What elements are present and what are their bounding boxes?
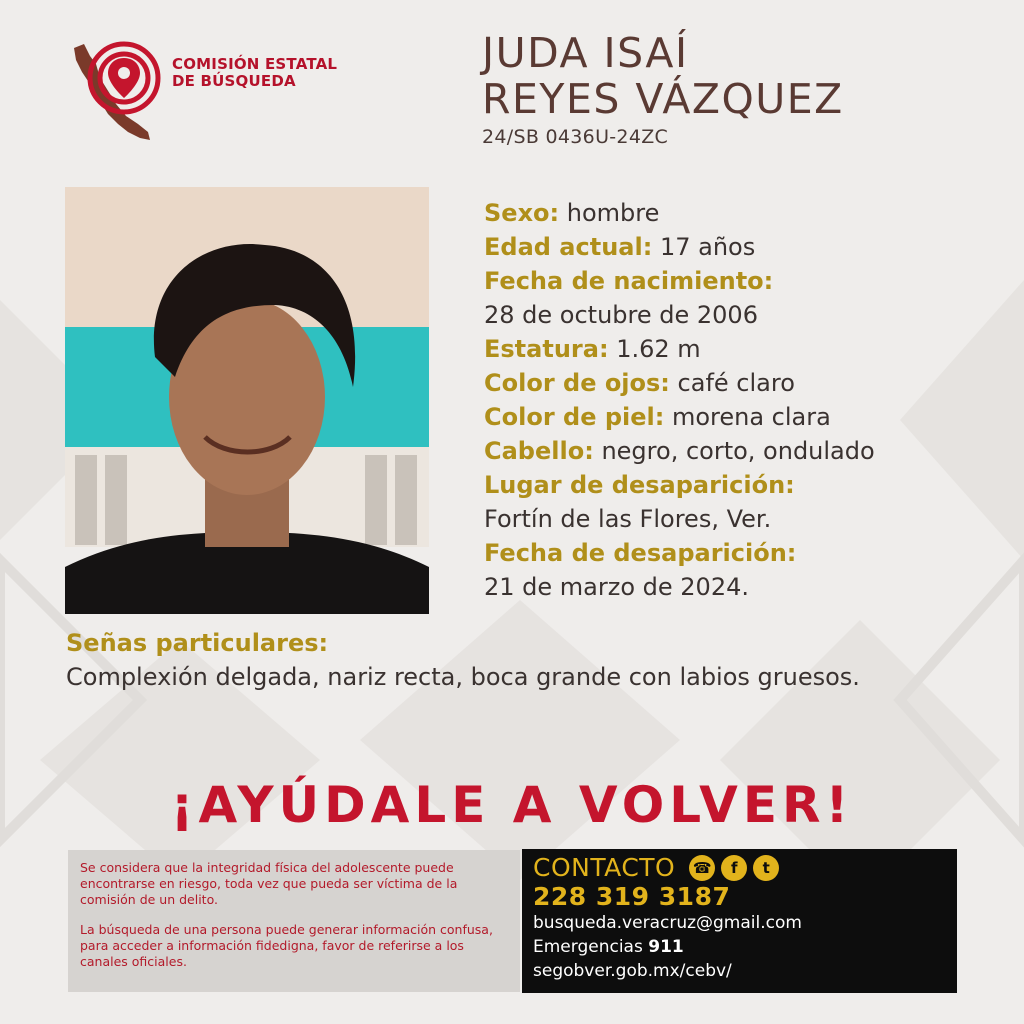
detail-value: morena clara: [671, 403, 831, 431]
detail-value: 21 de marzo de 2024.: [484, 573, 749, 601]
detail-label: Edad actual:: [484, 233, 653, 261]
contact-box: [522, 849, 957, 993]
phone-icon: ☎: [689, 855, 715, 881]
contact-title: CONTACTO: [533, 853, 676, 882]
person-header: [482, 30, 1002, 148]
risk-notice: [68, 850, 520, 992]
agency-logo: [66, 36, 366, 146]
particular-marks: [66, 626, 1016, 694]
marks-value: Complexión delgada, nariz recta, boca grande con labios gruesos.: [66, 663, 860, 691]
detail-label: Sexo:: [484, 199, 560, 227]
detail-value: 17 años: [659, 233, 756, 261]
detail-value: café claro: [677, 369, 795, 397]
detail-label: Cabello:: [484, 437, 594, 465]
detail-label: Lugar de desaparición:: [484, 471, 795, 499]
marks-label: Señas particulares:: [66, 629, 329, 657]
logo-line-1: COMISIÓN ESTATAL: [172, 55, 338, 73]
detail-value: 1.62 m: [616, 335, 701, 363]
person-name-line-1: JUDA ISAÍ: [482, 29, 689, 77]
detail-value: negro, corto, ondulado: [601, 437, 875, 465]
location-pin-map-icon: [66, 36, 166, 146]
detail-row: [484, 434, 1004, 468]
detail-label: Color de ojos:: [484, 369, 670, 397]
detail-label: Estatura:: [484, 335, 609, 363]
person-name-line-2: REYES VÁZQUEZ: [482, 75, 844, 123]
detail-label: Fecha de desaparición:: [484, 539, 797, 567]
detail-value: Fortín de las Flores, Ver.: [484, 505, 772, 533]
missing-person-photo: [65, 187, 429, 614]
notice-paragraph-2: La búsqueda de una persona puede generar información confusa, para acceder a información fidedigna, favor de referirse a los canales oficiales.: [80, 922, 493, 969]
detail-row: [484, 196, 1004, 230]
facebook-icon[interactable]: f: [721, 855, 747, 881]
detail-value: hombre: [566, 199, 660, 227]
logo-line-2: DE BÚSQUEDA: [172, 72, 296, 90]
detail-row: [484, 400, 1004, 434]
notice-paragraph-1: Se considera que la integridad física del adolescente puede encontrarse en riesgo, toda vez que pueda ser víctima de la comisión de un delito.: [80, 860, 458, 907]
detail-value: 28 de octubre de 2006: [484, 301, 758, 329]
twitter-icon[interactable]: t: [753, 855, 779, 881]
contact-phone[interactable]: 228 319 3187: [533, 882, 731, 911]
emergency-label: Emergencias: [533, 937, 643, 957]
slogan: ¡AYÚDALE A VOLVER!: [170, 776, 854, 834]
detail-row: [484, 366, 1004, 400]
detail-row: [484, 230, 1004, 264]
detail-label: Fecha de nacimiento:: [484, 267, 774, 295]
contact-email[interactable]: busqueda.veracruz@gmail.com: [533, 913, 802, 933]
contact-website[interactable]: segobver.gob.mx/cebv/: [533, 961, 732, 981]
emergency-line: [533, 935, 946, 959]
detail-row: [484, 332, 1004, 366]
detail-label: Color de piel:: [484, 403, 665, 431]
person-details: [484, 196, 1004, 604]
case-id: 24/SB 0436U-24ZC: [482, 126, 669, 148]
emergency-number: 911: [648, 937, 684, 957]
